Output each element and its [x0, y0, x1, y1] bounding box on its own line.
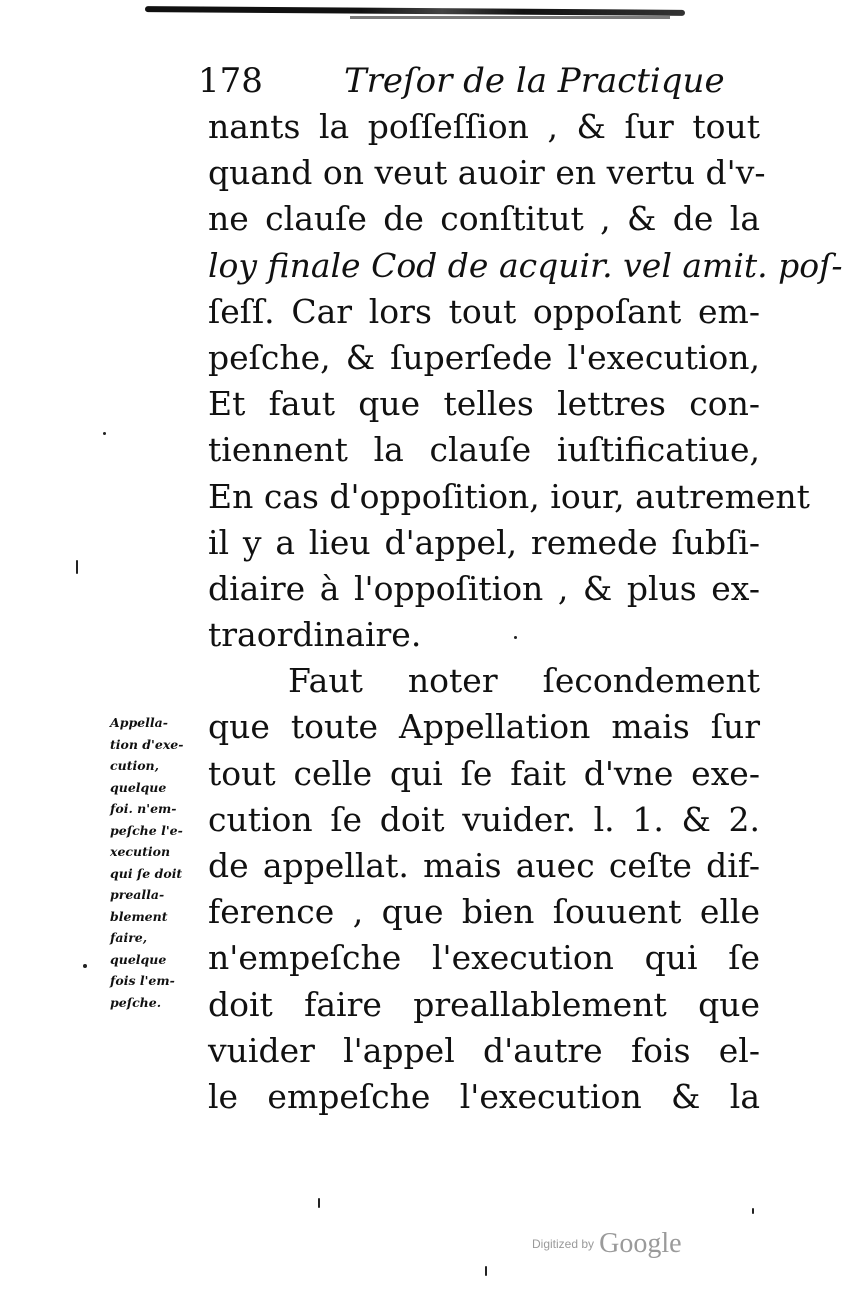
text-line: n'empeſche l'execution qui ſe [208, 938, 760, 978]
margin-note-line: foi. n'em- [110, 801, 177, 816]
margin-note-line: xecution [110, 844, 171, 859]
text-line: le empeſche l'execution & la [208, 1076, 760, 1116]
top-decorative-rule-secondary [350, 16, 670, 19]
google-logo-text: Google [599, 1228, 682, 1259]
text-line: de appellat. mais auec ceſte dif- [208, 846, 760, 885]
ink-speck [103, 432, 106, 435]
text-line: traordinaire. [208, 615, 422, 655]
top-decorative-rule [145, 6, 685, 16]
margin-note-line: fois l'em- [110, 973, 175, 988]
text-line: nants la poſſeſſion , & ſur tout [208, 107, 760, 146]
ink-speck [752, 1208, 754, 1214]
ink-speck [83, 964, 87, 968]
margin-note-line: Appella- [110, 715, 168, 730]
text-line: quand on veut auoir en vertu d'v- [208, 153, 766, 193]
body-text [208, 104, 842, 1120]
text-line: peſche, & ſuperſede l'execution, [208, 337, 760, 377]
margin-note-line: peſche. [110, 994, 162, 1010]
text-line: Et faut que telles lettres con- [208, 384, 760, 424]
margin-note-line: qui ſe doit [110, 865, 183, 881]
text-line: cution ſe doit vuider. l. 1. & 2. [208, 799, 760, 839]
ink-speck [485, 1266, 487, 1276]
margin-note [110, 712, 210, 1013]
digitized-by-label: Digitized by [532, 1237, 595, 1251]
text-line: Faut noter ſecondement [288, 661, 760, 701]
margin-note-line: prealla- [110, 887, 165, 902]
margin-note-line: faire, [110, 930, 148, 945]
text-line: tout celle qui ſe fait d'vne exe- [208, 753, 760, 793]
margin-note-line: cution, [110, 758, 159, 773]
page-header [198, 56, 758, 106]
text-line: En cas d'oppoſition, iour, autrement [208, 476, 810, 516]
ink-speck [318, 1198, 320, 1208]
text-line: loy finale Cod de acquir. vel amit. poſ- [208, 245, 842, 285]
margin-note-line: tion d'exe- [110, 736, 184, 752]
text-line: que toute Appellation mais ſur [208, 707, 760, 747]
text-line: vuider l'appel d'autre fois el- [208, 1030, 760, 1070]
margin-note-line: quelque [110, 951, 167, 967]
text-line: doit faire preallablement que [208, 984, 760, 1024]
text-line: ſeſſ. Car lors tout oppoſant em- [208, 291, 760, 331]
ink-speck [76, 560, 78, 574]
ink-speck [514, 636, 517, 639]
running-title: Treſor de la Practique [344, 61, 725, 101]
text-line: il y a lieu d'appel, remede ſubſi- [208, 522, 760, 562]
google-watermark [532, 1228, 682, 1260]
page-number: 178 [198, 61, 263, 101]
text-line: diaire à l'oppoſition , & plus ex- [208, 568, 760, 608]
margin-note-line: quelque [110, 779, 167, 795]
margin-note-line: peſche l'e- [110, 822, 183, 838]
text-line: tiennent la clauſe iuſtificatiue, [208, 430, 760, 470]
text-line: ference , que bien ſouuent elle [208, 892, 760, 932]
margin-note-line: blement [110, 908, 168, 924]
text-line: ne clauſe de conſtitut , & de la [208, 199, 760, 239]
